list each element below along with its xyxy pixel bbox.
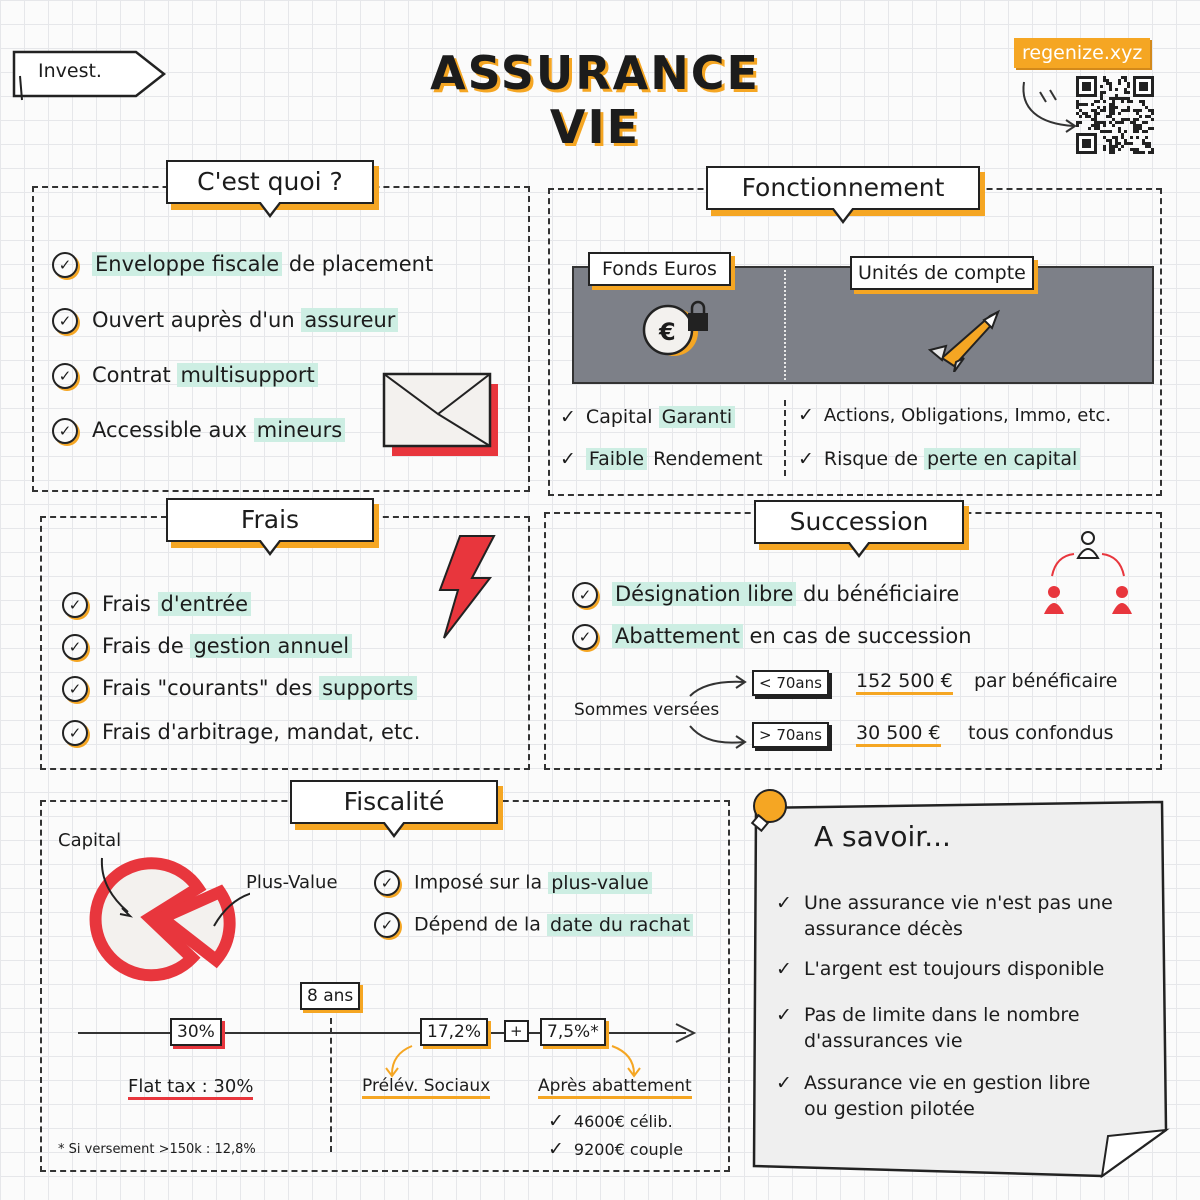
capital-label: Capital	[58, 830, 122, 851]
amount: 152 500 €	[856, 670, 953, 695]
years-tag: 8 ans	[300, 982, 360, 1010]
pie-chart-icon	[80, 848, 250, 988]
page-title: ASSURANCE VIE	[430, 46, 760, 154]
people-icon	[1036, 530, 1136, 622]
check-circle-icon: ✓	[52, 308, 78, 334]
lightning-icon	[432, 534, 498, 642]
list-item: ✓ Capital Garanti	[560, 406, 735, 428]
title-fonctionnement-text: Fonctionnement	[741, 173, 945, 202]
title-fiscalite	[290, 780, 498, 824]
title-succession	[754, 500, 964, 544]
title-cest-quoi	[166, 160, 374, 204]
list-item: ✓ 9200€ couple	[548, 1138, 684, 1160]
list-item: ✓ Enveloppe fiscale de placement	[52, 252, 433, 278]
apres-label: Après abattement	[538, 1076, 692, 1099]
check-circle-icon: ✓	[62, 676, 88, 702]
title-cest-quoi-text: C'est quoi ?	[197, 167, 343, 196]
list-item: ✓ Actions, Obligations, Immo, etc.	[798, 404, 1112, 426]
timeline-arrow-icon	[674, 1022, 698, 1044]
check-icon: ✓	[560, 448, 576, 470]
check-icon: ✓	[560, 406, 576, 428]
prelev-label: Prélév. Sociaux	[362, 1076, 490, 1099]
rate-flat-tag: 30%	[170, 1018, 222, 1046]
check-icon: ✓	[776, 1004, 792, 1026]
check-icon: ✓	[776, 958, 792, 980]
note-card	[742, 800, 1174, 1182]
title-frais-text: Frais	[240, 505, 300, 534]
brand-badge[interactable]: regenize.xyz	[1014, 38, 1150, 68]
check-circle-icon: ✓	[52, 363, 78, 389]
list-item: ✓ 4600€ célib.	[548, 1110, 673, 1132]
title-fonctionnement	[706, 166, 980, 210]
flat-tax-label: Flat tax : 30%	[128, 1076, 253, 1100]
sommes-label: Sommes versées	[574, 700, 720, 720]
category-tag	[10, 46, 160, 96]
title-frais	[166, 498, 374, 542]
age-tag: > 70ans	[752, 722, 829, 748]
check-circle-icon: ✓	[572, 624, 598, 650]
list-item: ✓ Frais de gestion annuel	[62, 634, 352, 660]
list-item: ✓ Abattement en cas de succession	[572, 624, 972, 650]
padlock-icon	[688, 302, 708, 331]
list-item: ✓ Une assurance vie n'est pas une assurance décès	[776, 892, 1113, 940]
plus-value-label: Plus-Value	[246, 872, 338, 893]
footnote: * Si versement >150k : 12,8%	[58, 1142, 256, 1157]
check-icon: ✓	[548, 1138, 564, 1160]
check-circle-icon: ✓	[374, 912, 400, 938]
euro-coin-icon	[636, 296, 722, 368]
check-circle-icon: ✓	[52, 252, 78, 278]
age-tag: < 70ans	[752, 670, 829, 696]
tab-fonds-euros[interactable]: Fonds Euros	[588, 252, 731, 286]
check-icon: ✓	[776, 1072, 792, 1094]
list-item: ✓ Faible Rendement	[560, 448, 763, 470]
category-label: Invest.	[38, 60, 102, 82]
check-circle-icon: ✓	[62, 634, 88, 660]
check-circle-icon: ✓	[572, 582, 598, 608]
timeline-8ans-divider	[330, 1018, 332, 1152]
list-item: ✓ Frais "courants" des supports	[62, 676, 417, 702]
title-fiscalite-text: Fiscalité	[343, 787, 445, 816]
list-item: ✓ Contrat multisupport	[52, 363, 318, 389]
check-circle-icon: ✓	[374, 870, 400, 896]
list-item: ✓ Risque de perte en capital	[798, 448, 1080, 470]
qr-code-icon[interactable]	[1076, 76, 1154, 154]
list-item: ✓ Dépend de la date du rachat	[374, 912, 693, 938]
check-icon: ✓	[548, 1110, 564, 1132]
check-circle-icon: ✓	[62, 720, 88, 746]
plus-sign: +	[504, 1020, 529, 1042]
amount-desc: par bénéficaire	[974, 670, 1118, 692]
asavoir-title: A savoir...	[814, 820, 951, 853]
check-circle-icon: ✓	[52, 418, 78, 444]
euro-symbol: €	[659, 318, 676, 346]
check-circle-icon: ✓	[62, 592, 88, 618]
list-item: ✓ L'argent est toujours disponible	[776, 958, 1105, 980]
curved-arrow-icon	[1018, 78, 1080, 134]
funds-bottom-divider	[784, 400, 786, 476]
check-icon: ✓	[798, 448, 814, 470]
amount: 30 500 €	[856, 722, 941, 747]
arrow-icon	[682, 668, 752, 754]
list-item: ✓ Frais d'arbitrage, mandat, etc.	[62, 720, 420, 746]
envelope-icon	[380, 370, 504, 460]
list-item: ✓ Pas de limite dans le nombre d'assurances vie	[776, 1004, 1080, 1052]
rate-ps-tag: 17,2%	[420, 1018, 488, 1046]
list-item: ✓ Frais d'entrée	[62, 592, 251, 618]
orange-arrows-icon	[382, 1044, 652, 1080]
list-item: ✓ Accessible aux mineurs	[52, 418, 345, 444]
rocket-icon	[924, 306, 1008, 372]
funds-divider	[784, 270, 786, 380]
rate-after-tag: 7,5%*	[540, 1018, 606, 1046]
check-icon: ✓	[798, 404, 814, 426]
tab-unites-compte[interactable]: Unités de compte	[850, 256, 1034, 290]
amount-desc: tous confondus	[968, 722, 1114, 744]
list-item: ✓ Ouvert auprès d'un assureur	[52, 308, 398, 334]
list-item: ✓ Assurance vie en gestion libre ou gestion pilotée	[776, 1072, 1091, 1120]
list-item: ✓ Imposé sur la plus-value	[374, 870, 652, 896]
title-succession-text: Succession	[789, 507, 929, 536]
list-item: ✓ Désignation libre du bénéficiaire	[572, 582, 959, 608]
lightbulb-icon	[740, 786, 790, 842]
check-icon: ✓	[776, 892, 792, 914]
